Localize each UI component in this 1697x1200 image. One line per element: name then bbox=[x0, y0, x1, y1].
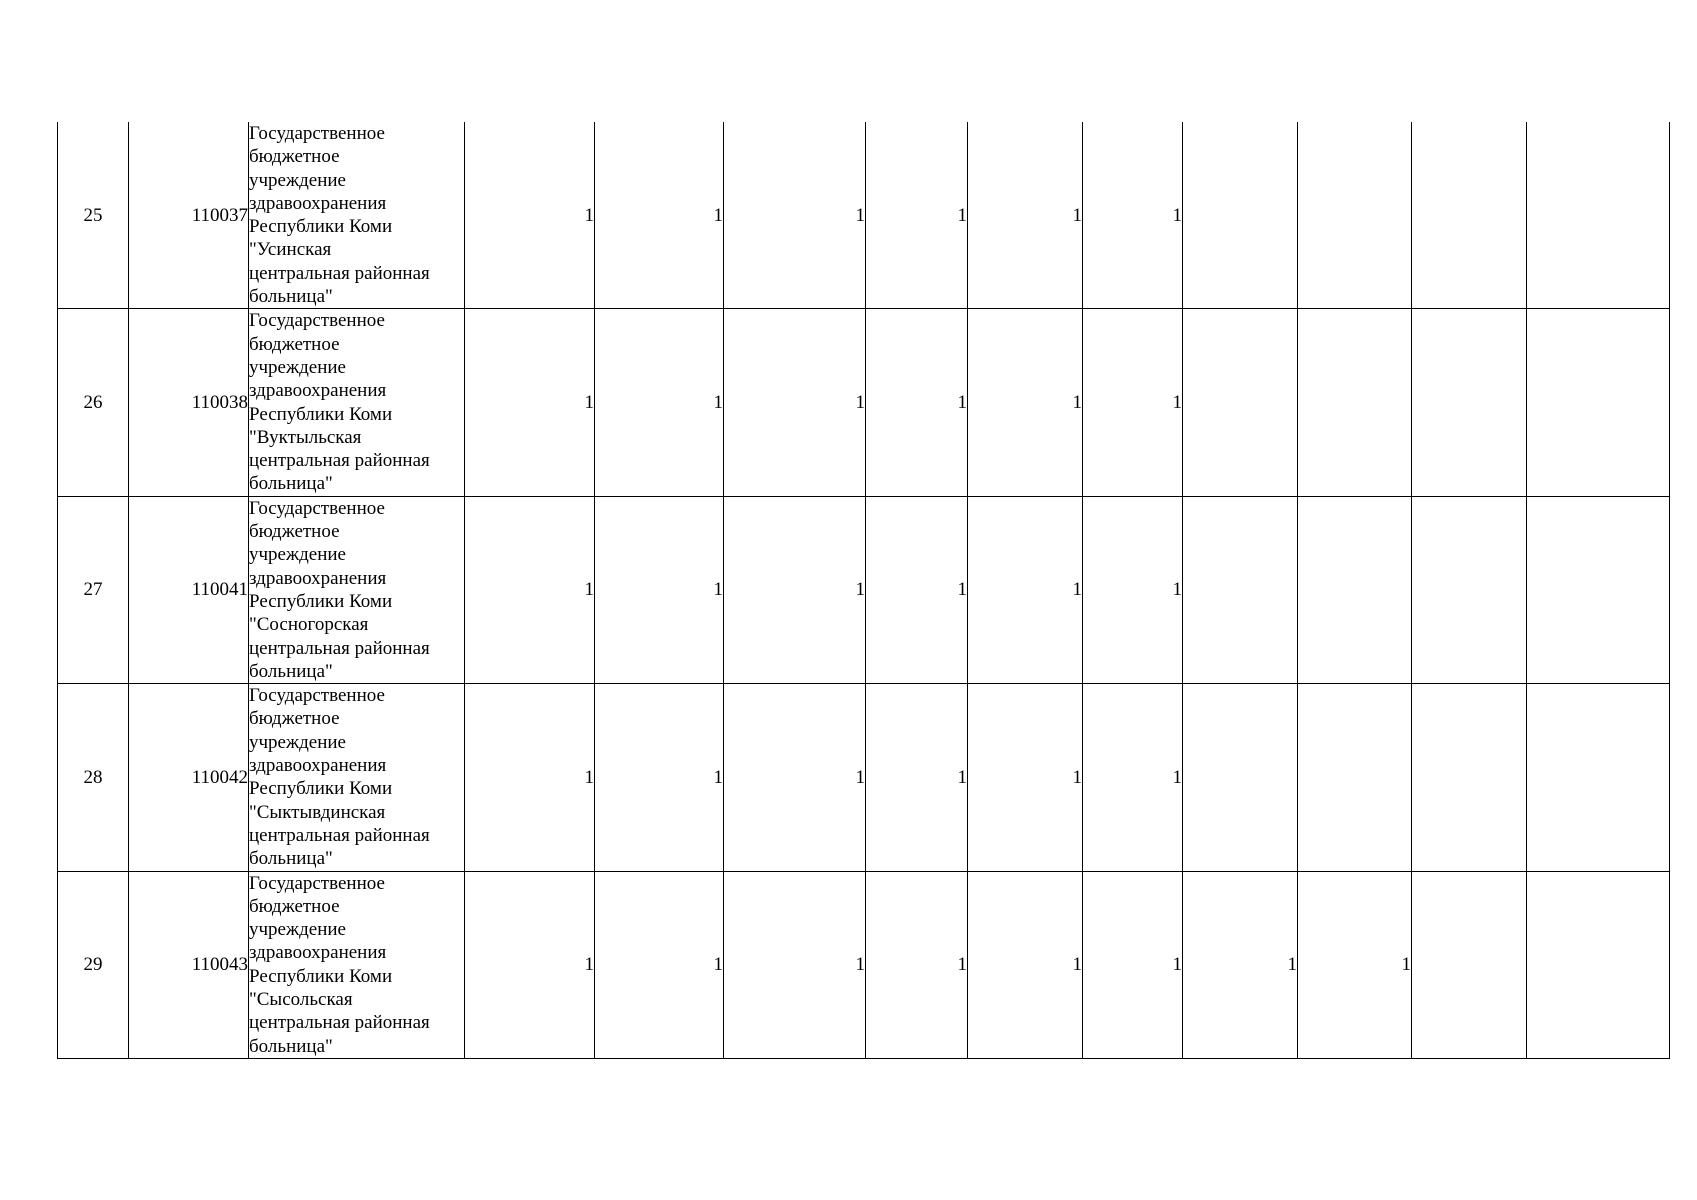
value-cell-1: 1 bbox=[465, 309, 595, 496]
value-cell-9 bbox=[1412, 122, 1527, 309]
value-cell-8: 1 bbox=[1298, 871, 1412, 1058]
value-cell-5: 1 bbox=[968, 122, 1083, 309]
value-cell-3: 1 bbox=[724, 309, 866, 496]
value-cell-5: 1 bbox=[968, 684, 1083, 871]
value-cell-6: 1 bbox=[1083, 871, 1183, 1058]
value-cell-2: 1 bbox=[595, 122, 724, 309]
value-cell-2: 1 bbox=[595, 684, 724, 871]
value-cell-1: 1 bbox=[465, 684, 595, 871]
row-number-cell: 27 bbox=[58, 496, 129, 683]
value-cell-3: 1 bbox=[724, 871, 866, 1058]
institution-code-cell: 110037 bbox=[129, 122, 249, 309]
row-number-cell: 26 bbox=[58, 309, 129, 496]
value-cell-5: 1 bbox=[968, 496, 1083, 683]
value-cell-2: 1 bbox=[595, 309, 724, 496]
value-cell-7 bbox=[1183, 309, 1298, 496]
value-cell-8 bbox=[1298, 309, 1412, 496]
value-cell-4: 1 bbox=[866, 309, 968, 496]
value-cell-7 bbox=[1183, 122, 1298, 309]
value-cell-7: 1 bbox=[1183, 871, 1298, 1058]
value-cell-10 bbox=[1527, 871, 1670, 1058]
value-cell-3: 1 bbox=[724, 684, 866, 871]
value-cell-8 bbox=[1298, 684, 1412, 871]
value-cell-5: 1 bbox=[968, 871, 1083, 1058]
value-cell-7 bbox=[1183, 684, 1298, 871]
institution-name-cell: Государственное бюджетное учреждение здравоохранения Республики Коми "Усинская центральная районная больница" bbox=[249, 122, 465, 309]
institution-name-cell: Государственное бюджетное учреждение здравоохранения Республики Коми "Сосногорская центральная районная больница" bbox=[249, 496, 465, 683]
value-cell-5: 1 bbox=[968, 309, 1083, 496]
value-cell-6: 1 bbox=[1083, 309, 1183, 496]
value-cell-9 bbox=[1412, 684, 1527, 871]
institution-name-cell: Государственное бюджетное учреждение здравоохранения Республики Коми "Вуктыльская центральная районная больница" bbox=[249, 309, 465, 496]
data-table bbox=[57, 122, 1670, 1059]
value-cell-6: 1 bbox=[1083, 122, 1183, 309]
table-row bbox=[58, 122, 1670, 309]
institution-name-cell: Государственное бюджетное учреждение здравоохранения Республики Коми "Сыктывдинская центральная районная больница" bbox=[249, 684, 465, 871]
value-cell-9 bbox=[1412, 309, 1527, 496]
table-row bbox=[58, 684, 1670, 871]
value-cell-1: 1 bbox=[465, 871, 595, 1058]
value-cell-2: 1 bbox=[595, 871, 724, 1058]
value-cell-9 bbox=[1412, 871, 1527, 1058]
value-cell-1: 1 bbox=[465, 496, 595, 683]
value-cell-8 bbox=[1298, 496, 1412, 683]
value-cell-10 bbox=[1527, 122, 1670, 309]
value-cell-2: 1 bbox=[595, 496, 724, 683]
institution-code-cell: 110041 bbox=[129, 496, 249, 683]
value-cell-9 bbox=[1412, 496, 1527, 683]
table-row bbox=[58, 496, 1670, 683]
institution-code-cell: 110043 bbox=[129, 871, 249, 1058]
value-cell-6: 1 bbox=[1083, 496, 1183, 683]
value-cell-7 bbox=[1183, 496, 1298, 683]
value-cell-6: 1 bbox=[1083, 684, 1183, 871]
institution-name-cell: Государственное бюджетное учреждение здравоохранения Республики Коми "Сысольская центральная районная больница" bbox=[249, 871, 465, 1058]
row-number-cell: 25 bbox=[58, 122, 129, 309]
value-cell-1: 1 bbox=[465, 122, 595, 309]
value-cell-10 bbox=[1527, 496, 1670, 683]
document-sheet bbox=[57, 122, 1670, 1059]
value-cell-4: 1 bbox=[866, 496, 968, 683]
row-number-cell: 29 bbox=[58, 871, 129, 1058]
value-cell-10 bbox=[1527, 684, 1670, 871]
row-number-cell: 28 bbox=[58, 684, 129, 871]
table-body bbox=[58, 122, 1670, 1058]
value-cell-4: 1 bbox=[866, 871, 968, 1058]
institution-code-cell: 110038 bbox=[129, 309, 249, 496]
value-cell-4: 1 bbox=[866, 684, 968, 871]
value-cell-3: 1 bbox=[724, 122, 866, 309]
table-row bbox=[58, 309, 1670, 496]
value-cell-8 bbox=[1298, 122, 1412, 309]
value-cell-3: 1 bbox=[724, 496, 866, 683]
value-cell-4: 1 bbox=[866, 122, 968, 309]
table-row bbox=[58, 871, 1670, 1058]
value-cell-10 bbox=[1527, 309, 1670, 496]
institution-code-cell: 110042 bbox=[129, 684, 249, 871]
